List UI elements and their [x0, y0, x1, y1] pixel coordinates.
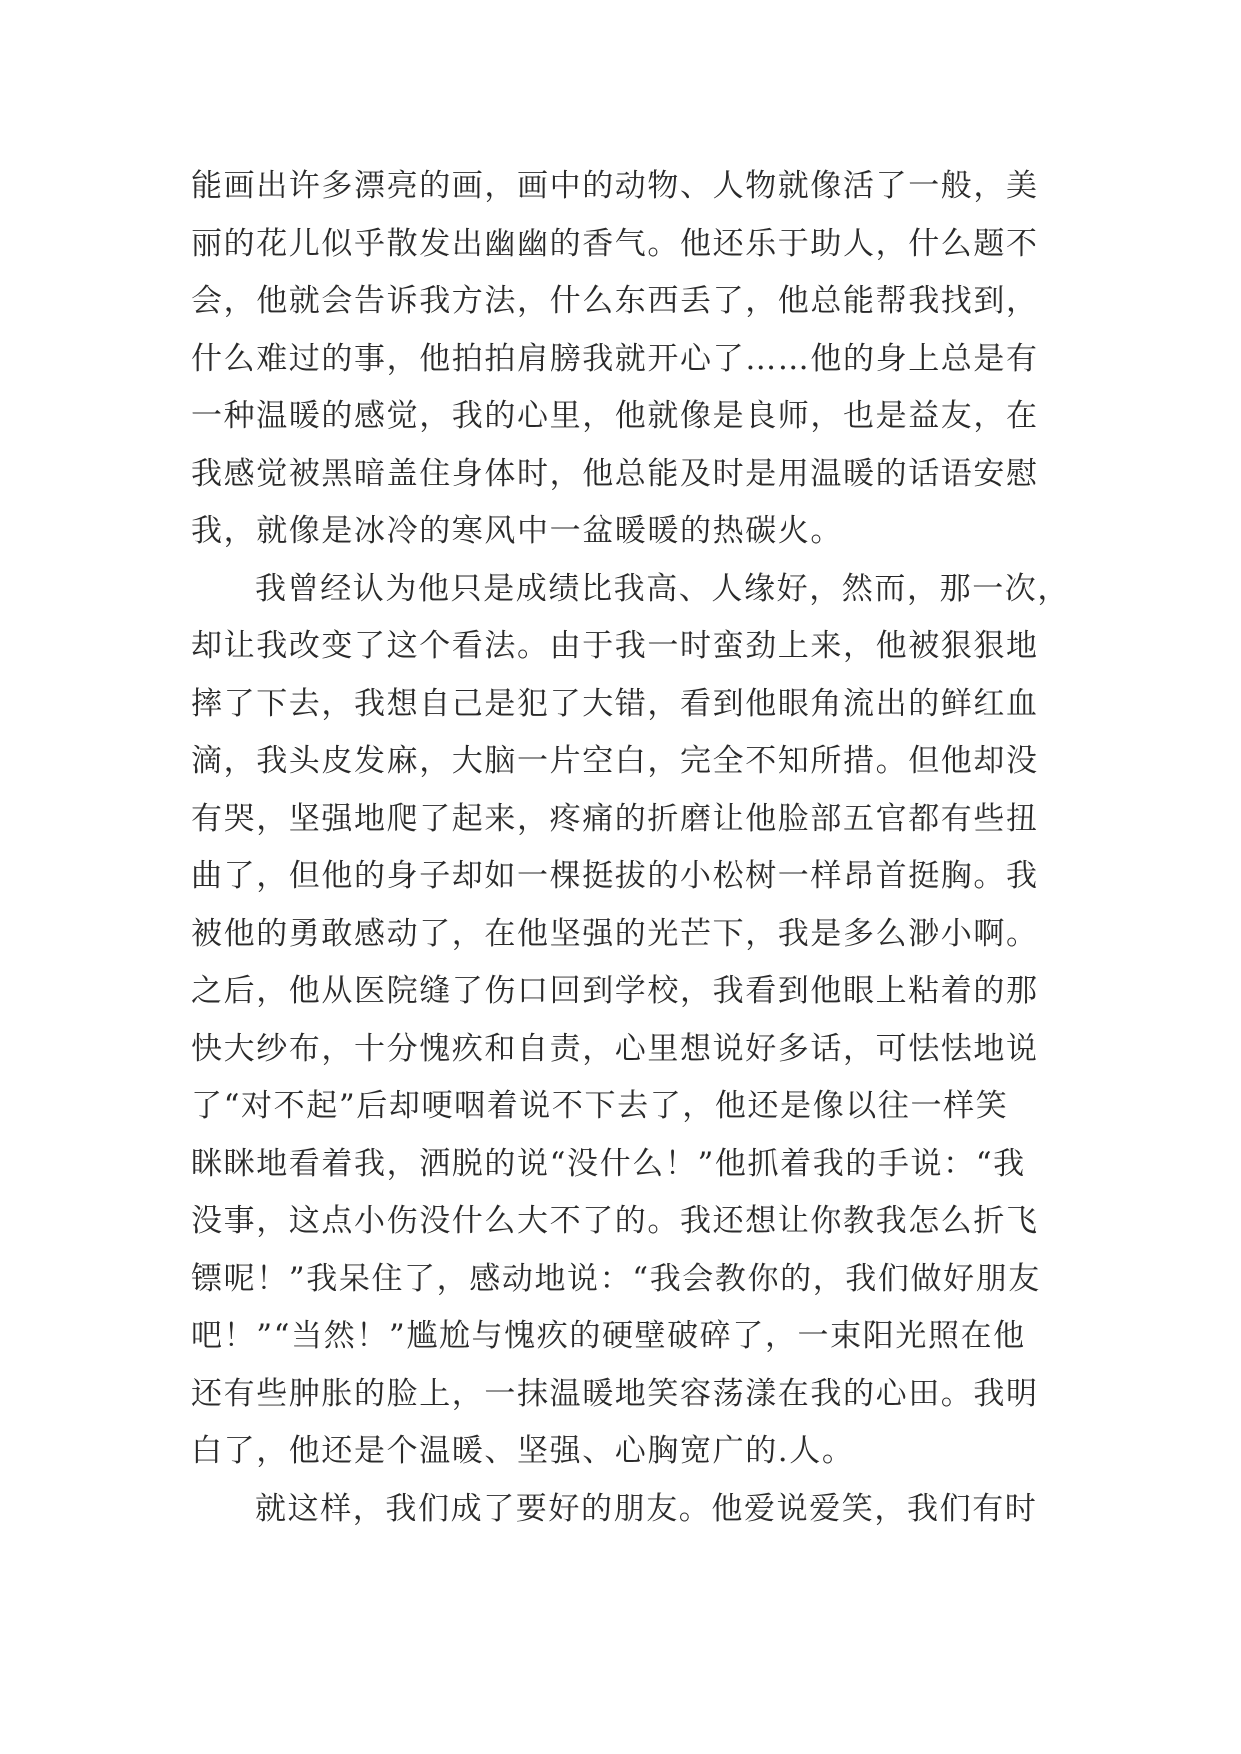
text-line: 没事，这点小伤没什么大不了的。我还想让你教我怎么折飞 — [191, 1203, 1039, 1239]
text-line: 还有些肿胀的脸上，一抹温暖地笑容荡漾在我的心田。我明 — [191, 1375, 1039, 1412]
text-line: 之后，他从医院缝了伤口回到学校，我看到他眼上粘着的那 — [191, 973, 1039, 1009]
text-line: 眯眯地看着我，洒脱的说“没什么！”他抓着我的手说：“我 — [191, 1145, 1026, 1182]
text-line: 能画出许多漂亮的画，画中的动物、人物就像活了一般，美 — [191, 168, 1039, 204]
text-line: 丽的花儿似乎散发出幽幽的香气。他还乐于助人，什么题不 — [191, 225, 1039, 262]
text-line: 摔了下去，我想自己是犯了大错，看到他眼角流出的鲜红血 — [191, 685, 1039, 722]
text-line: 吧！”“当然！”尴尬与愧疚的硬壁破碎了，一束阳光照在他 — [191, 1318, 1026, 1354]
text-line: 我，就像是冰冷的寒风中一盆暖暖的热碳火。 — [191, 513, 843, 549]
text-line: 一种温暖的感觉，我的心里，他就像是良师，也是益友，在 — [191, 398, 1039, 434]
text-line: 曲了，但他的身子却如一棵挺拔的小松树一样昂首挺胸。我 — [191, 858, 1039, 894]
text-line: 白了，他还是个温暖、坚强、心胸宽广的.人。 — [191, 1433, 855, 1469]
text-line: 什么难过的事，他拍拍肩膀我就开心了……他的身上总是有 — [191, 340, 1039, 377]
text-line: 了“对不起”后却哽咽着说不下去了，他还是像以往一样笑 — [191, 1088, 1009, 1124]
paragraph-first-line: 我曾经认为他只是成绩比我高、人缘好，然而，那一次， — [255, 570, 1070, 607]
text-line: 会，他就会告诉我方法，什么东西丢了，他总能帮我找到， — [191, 283, 1039, 319]
text-line: 有哭，坚强地爬了起来，疼痛的折磨让他脸部五官都有些扭 — [191, 800, 1039, 837]
text-line: 却让我改变了这个看法。由于我一时蛮劲上来，他被狠狠地 — [191, 628, 1039, 664]
text-line: 被他的勇敢感动了，在他坚强的光芒下，我是多么渺小啊。 — [191, 915, 1039, 952]
paragraph-first-line: 就这样，我们成了要好的朋友。他爱说爱笑，我们有时 — [255, 1490, 1038, 1527]
body-text — [191, 158, 1071, 1538]
text-line: 快大纱布，十分愧疚和自责，心里想说好多话，可怯怯地说 — [191, 1030, 1039, 1067]
text-line: 我感觉被黑暗盖住身体时，他总能及时是用温暖的话语安慰 — [191, 455, 1039, 492]
text-line: 滴，我头皮发麻，大脑一片空白，完全不知所措。但他却没 — [191, 743, 1039, 779]
text-line: 镖呢！”我呆住了，感动地说：“我会教你的，我们做好朋友 — [191, 1260, 1041, 1297]
